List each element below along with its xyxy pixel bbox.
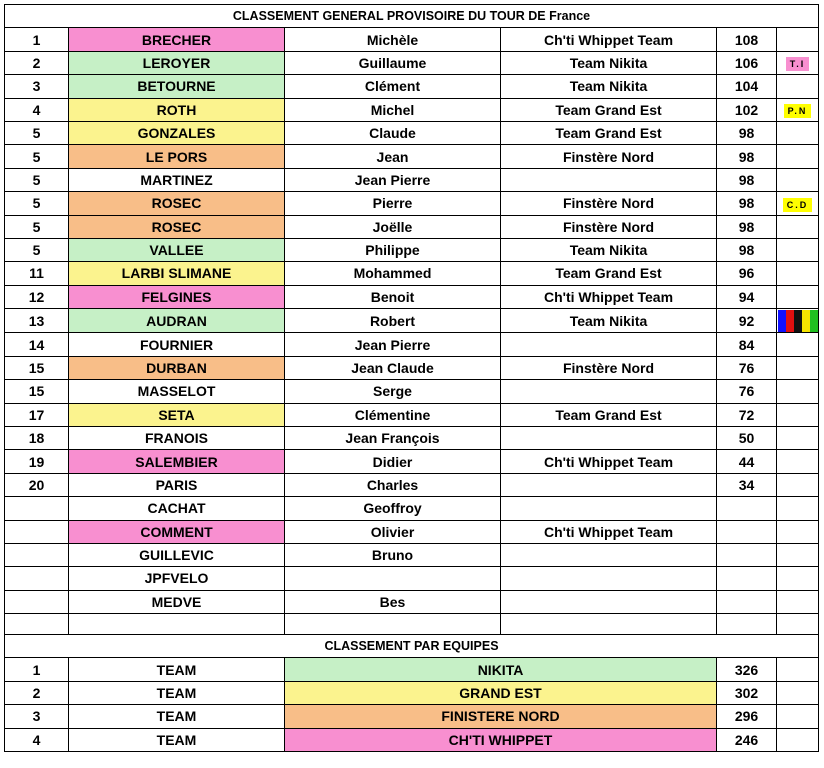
points-cell: 44 xyxy=(717,450,777,473)
points-cell: 84 xyxy=(717,333,777,356)
points-cell: 104 xyxy=(717,75,777,98)
last-name-cell: GUILLEVIC xyxy=(69,543,285,566)
team-name-cell: NIKITA xyxy=(285,658,717,681)
team-cell: Team Nikita xyxy=(501,309,717,333)
team-name-cell: FINISTERE NORD xyxy=(285,705,717,728)
last-name-cell: FOURNIER xyxy=(69,333,285,356)
distinction-badge: T.I xyxy=(786,57,810,71)
rank-cell: 5 xyxy=(5,121,69,144)
points-cell xyxy=(717,543,777,566)
distinction-cell xyxy=(777,426,819,449)
first-name-cell: Serge xyxy=(285,380,501,403)
points-cell: 76 xyxy=(717,380,777,403)
distinction-cell xyxy=(777,450,819,473)
ranking-row xyxy=(5,238,819,261)
rank-cell: 5 xyxy=(5,145,69,168)
team-cell: Team Nikita xyxy=(501,75,717,98)
ranking-row xyxy=(5,567,819,590)
first-name-cell: Jean François xyxy=(285,426,501,449)
team-extra-cell xyxy=(777,681,819,704)
first-name-cell: Jean xyxy=(285,145,501,168)
points-cell: 92 xyxy=(717,309,777,333)
ranking-row xyxy=(5,309,819,333)
rank-cell: 11 xyxy=(5,262,69,285)
ranking-row xyxy=(5,380,819,403)
team-cell: Team Nikita xyxy=(501,238,717,261)
team-rank-cell: 4 xyxy=(5,728,69,751)
last-name-cell: GONZALES xyxy=(69,121,285,144)
team-points-cell: 326 xyxy=(717,658,777,681)
distinction-cell xyxy=(777,98,819,121)
ranking-row xyxy=(5,75,819,98)
distinction-cell xyxy=(777,238,819,261)
points-cell xyxy=(717,567,777,590)
team-points-cell: 246 xyxy=(717,728,777,751)
rank-cell: 4 xyxy=(5,98,69,121)
first-name-cell: Charles xyxy=(285,473,501,496)
ranking-row xyxy=(5,520,819,543)
ranking-row xyxy=(5,285,819,308)
first-name-cell: Claude xyxy=(285,121,501,144)
last-name-cell: AUDRAN xyxy=(69,309,285,333)
last-name-cell: LARBI SLIMANE xyxy=(69,262,285,285)
team-extra-cell xyxy=(777,705,819,728)
team-cell: Ch'ti Whippet Team xyxy=(501,450,717,473)
team-cell: Finstère Nord xyxy=(501,145,717,168)
points-cell: 72 xyxy=(717,403,777,426)
team-cell xyxy=(501,567,717,590)
last-name-cell: LEROYER xyxy=(69,51,285,74)
ranking-row xyxy=(5,543,819,566)
first-name-cell: Joëlle xyxy=(285,215,501,238)
ranking-row xyxy=(5,450,819,473)
rank-cell: 5 xyxy=(5,215,69,238)
team-rank-cell: 3 xyxy=(5,705,69,728)
rank-cell xyxy=(5,590,69,613)
ranking-row xyxy=(5,590,819,613)
first-name-cell: Clément xyxy=(285,75,501,98)
first-name-cell: Jean Claude xyxy=(285,356,501,379)
last-name-cell: LE PORS xyxy=(69,145,285,168)
first-name-cell: Michèle xyxy=(285,28,501,51)
ranking-row xyxy=(5,403,819,426)
rank-cell: 5 xyxy=(5,238,69,261)
ranking-row xyxy=(5,121,819,144)
team-cell: Finstère Nord xyxy=(501,356,717,379)
first-name-cell: Olivier xyxy=(285,520,501,543)
team-extra-cell xyxy=(777,728,819,751)
ranking-row xyxy=(5,215,819,238)
team-points-cell: 302 xyxy=(717,681,777,704)
team-label-cell: TEAM xyxy=(69,705,285,728)
distinction-badge: P.N xyxy=(784,104,812,118)
ranking-row xyxy=(5,333,819,356)
last-name-cell: MARTINEZ xyxy=(69,168,285,191)
points-cell: 98 xyxy=(717,168,777,191)
team-name-cell: GRAND EST xyxy=(285,681,717,704)
team-rank-cell: 1 xyxy=(5,658,69,681)
first-name-cell: Benoit xyxy=(285,285,501,308)
last-name-cell: SETA xyxy=(69,403,285,426)
distinction-cell xyxy=(777,520,819,543)
distinction-cell xyxy=(777,121,819,144)
rank-cell: 12 xyxy=(5,285,69,308)
distinction-cell xyxy=(777,51,819,74)
empty-cell xyxy=(501,614,717,635)
ranking-row xyxy=(5,473,819,496)
ranking-row xyxy=(5,356,819,379)
team-cell: Ch'ti Whippet Team xyxy=(501,520,717,543)
champion-jersey-icon xyxy=(778,310,818,332)
empty-cell xyxy=(777,614,819,635)
team-row xyxy=(5,681,819,704)
points-cell: 98 xyxy=(717,145,777,168)
team-cell: Finstère Nord xyxy=(501,215,717,238)
rank-cell: 3 xyxy=(5,75,69,98)
distinction-cell xyxy=(777,262,819,285)
first-name-cell: Philippe xyxy=(285,238,501,261)
team-cell xyxy=(501,590,717,613)
team-cell: Ch'ti Whippet Team xyxy=(501,285,717,308)
rank-cell: 14 xyxy=(5,333,69,356)
last-name-cell: COMMENT xyxy=(69,520,285,543)
distinction-cell xyxy=(777,590,819,613)
first-name-cell: Bes xyxy=(285,590,501,613)
distinction-cell xyxy=(777,333,819,356)
rank-cell: 5 xyxy=(5,192,69,215)
ranking-row xyxy=(5,145,819,168)
team-label-cell: TEAM xyxy=(69,728,285,751)
rank-cell: 15 xyxy=(5,356,69,379)
empty-cell xyxy=(717,614,777,635)
ranking-row xyxy=(5,51,819,74)
ranking-row xyxy=(5,426,819,449)
ranking-row xyxy=(5,168,819,191)
team-extra-cell xyxy=(777,658,819,681)
distinction-cell xyxy=(777,285,819,308)
last-name-cell: BETOURNE xyxy=(69,75,285,98)
team-row xyxy=(5,728,819,751)
points-cell xyxy=(717,497,777,520)
rank-cell xyxy=(5,520,69,543)
points-cell: 98 xyxy=(717,121,777,144)
points-cell: 98 xyxy=(717,238,777,261)
team-cell xyxy=(501,168,717,191)
last-name-cell: MEDVE xyxy=(69,590,285,613)
last-name-cell: SALEMBIER xyxy=(69,450,285,473)
last-name-cell: JPFVELO xyxy=(69,567,285,590)
distinction-cell xyxy=(777,403,819,426)
first-name-cell xyxy=(285,567,501,590)
team-cell: Team Grand Est xyxy=(501,98,717,121)
points-cell: 98 xyxy=(717,215,777,238)
points-cell: 76 xyxy=(717,356,777,379)
first-name-cell: Clémentine xyxy=(285,403,501,426)
first-name-cell: Geoffroy xyxy=(285,497,501,520)
ranking-title: CLASSEMENT GENERAL PROVISOIRE DU TOUR DE France xyxy=(5,5,819,28)
rank-cell: 17 xyxy=(5,403,69,426)
team-row xyxy=(5,705,819,728)
empty-row xyxy=(5,614,819,635)
rank-cell xyxy=(5,543,69,566)
first-name-cell: Bruno xyxy=(285,543,501,566)
team-label-cell: TEAM xyxy=(69,658,285,681)
rank-cell: 19 xyxy=(5,450,69,473)
team-ranking-title-row xyxy=(5,635,819,658)
last-name-cell: ROSEC xyxy=(69,192,285,215)
rank-cell: 20 xyxy=(5,473,69,496)
rank-cell: 5 xyxy=(5,168,69,191)
first-name-cell: Michel xyxy=(285,98,501,121)
distinction-cell xyxy=(777,567,819,590)
distinction-badge: C.D xyxy=(783,198,813,212)
team-cell xyxy=(501,543,717,566)
empty-cell xyxy=(5,614,69,635)
ranking-row xyxy=(5,262,819,285)
team-label-cell: TEAM xyxy=(69,681,285,704)
distinction-cell xyxy=(777,473,819,496)
last-name-cell: FRANOIS xyxy=(69,426,285,449)
team-row xyxy=(5,658,819,681)
distinction-cell xyxy=(777,145,819,168)
distinction-cell xyxy=(777,380,819,403)
first-name-cell: Jean Pierre xyxy=(285,168,501,191)
points-cell: 94 xyxy=(717,285,777,308)
rank-cell: 1 xyxy=(5,28,69,51)
first-name-cell: Didier xyxy=(285,450,501,473)
empty-cell xyxy=(69,614,285,635)
points-cell: 50 xyxy=(717,426,777,449)
last-name-cell: VALLEE xyxy=(69,238,285,261)
last-name-cell: ROSEC xyxy=(69,215,285,238)
distinction-cell xyxy=(777,28,819,51)
team-rank-cell: 2 xyxy=(5,681,69,704)
first-name-cell: Jean Pierre xyxy=(285,333,501,356)
points-cell: 34 xyxy=(717,473,777,496)
distinction-cell xyxy=(777,168,819,191)
last-name-cell: FELGINES xyxy=(69,285,285,308)
team-cell xyxy=(501,380,717,403)
last-name-cell: PARIS xyxy=(69,473,285,496)
team-cell: Team Grand Est xyxy=(501,121,717,144)
team-cell: Ch'ti Whippet Team xyxy=(501,28,717,51)
points-cell xyxy=(717,590,777,613)
points-cell: 108 xyxy=(717,28,777,51)
distinction-cell xyxy=(777,75,819,98)
first-name-cell: Robert xyxy=(285,309,501,333)
points-cell: 98 xyxy=(717,192,777,215)
team-name-cell: CH'TI WHIPPET xyxy=(285,728,717,751)
distinction-cell xyxy=(777,215,819,238)
distinction-cell xyxy=(777,309,819,333)
ranking-row xyxy=(5,98,819,121)
rank-cell: 18 xyxy=(5,426,69,449)
team-cell xyxy=(501,426,717,449)
last-name-cell: BRECHER xyxy=(69,28,285,51)
team-cell: Team Grand Est xyxy=(501,262,717,285)
points-cell xyxy=(717,520,777,543)
rank-cell: 2 xyxy=(5,51,69,74)
distinction-cell xyxy=(777,497,819,520)
last-name-cell: ROTH xyxy=(69,98,285,121)
ranking-row xyxy=(5,28,819,51)
team-cell: Finstère Nord xyxy=(501,192,717,215)
team-points-cell: 296 xyxy=(717,705,777,728)
points-cell: 102 xyxy=(717,98,777,121)
team-cell xyxy=(501,473,717,496)
rank-cell: 15 xyxy=(5,380,69,403)
ranking-row xyxy=(5,192,819,215)
first-name-cell: Pierre xyxy=(285,192,501,215)
team-cell: Team Grand Est xyxy=(501,403,717,426)
first-name-cell: Guillaume xyxy=(285,51,501,74)
last-name-cell: MASSELOT xyxy=(69,380,285,403)
last-name-cell: DURBAN xyxy=(69,356,285,379)
empty-cell xyxy=(285,614,501,635)
rank-cell xyxy=(5,567,69,590)
points-cell: 96 xyxy=(717,262,777,285)
distinction-cell xyxy=(777,192,819,215)
rank-cell: 13 xyxy=(5,309,69,333)
distinction-cell xyxy=(777,543,819,566)
rank-cell xyxy=(5,497,69,520)
team-cell xyxy=(501,497,717,520)
ranking-sheet xyxy=(4,4,819,752)
team-ranking-title: CLASSEMENT PAR EQUIPES xyxy=(5,635,819,658)
ranking-row xyxy=(5,497,819,520)
first-name-cell: Mohammed xyxy=(285,262,501,285)
last-name-cell: CACHAT xyxy=(69,497,285,520)
team-cell: Team Nikita xyxy=(501,51,717,74)
points-cell: 106 xyxy=(717,51,777,74)
team-cell xyxy=(501,333,717,356)
distinction-cell xyxy=(777,356,819,379)
